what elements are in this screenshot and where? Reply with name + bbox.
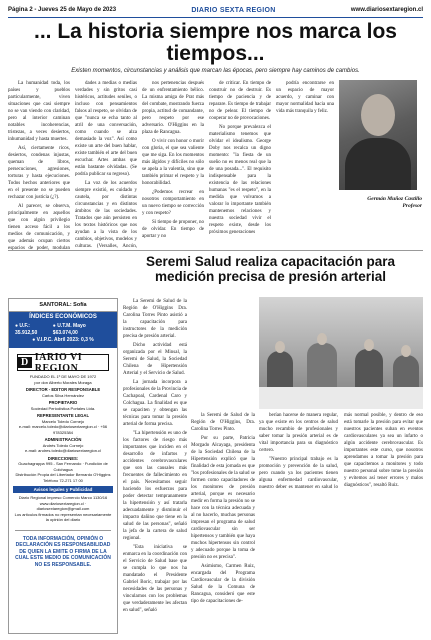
director-label: DIRECTOR - EDITOR RESPONSABLE xyxy=(25,387,101,392)
article2-column-1 xyxy=(123,298,187,634)
author-caption xyxy=(332,196,422,210)
author-title: Profesor xyxy=(402,203,422,209)
website: www.diariosextaregion.cl xyxy=(350,7,423,13)
paragraph: La voz de los acuerdos siempre existió, es cuidado y cautela, por distintas circunstancias y en distintos ámbitos de las sociedades. Tratados que aún persisten en los textos históricos que nos ayudan a la vista de los cambios, objetivos, modelos y culturas. (Versalles, Ancón, xyxy=(75,181,137,249)
author-face xyxy=(361,94,395,136)
founded-date: FUNDADO EL 1º DE MAYO DE 1972 xyxy=(29,374,97,379)
author-name: Germán Muñoz Castillo xyxy=(367,196,422,202)
admin-label: ADMINISTRACIÓN xyxy=(44,437,82,442)
owner-info xyxy=(9,399,117,412)
disclaimer-line: Los artículos firmados no representan necesariamente la opinión del diario xyxy=(14,511,112,522)
paragraph: O vivir con honor o morir con gloria, el que sea valiente que me siga. En los momentos más álgidos y difíciles no sólo se apela a la valentía, sino que también primar el respeto y la honorabilidad. xyxy=(142,139,204,186)
article1-column-3 xyxy=(142,80,204,250)
offices-label: DIRECCIONES: xyxy=(47,455,79,461)
photo-head xyxy=(401,345,411,357)
header-rule xyxy=(8,17,423,18)
article1-column-2 xyxy=(75,80,137,250)
author-body xyxy=(345,138,411,190)
administration-info xyxy=(9,436,117,455)
article2-column-2 xyxy=(191,412,255,634)
print-bar: Avisos legales y Publicidad xyxy=(13,486,113,493)
logo-letter: D xyxy=(18,357,32,368)
paragraph: La humanidad toda, los países y pueblos particularmente, viven situaciones que casi siempre no se van viendo con claridad, pero al interior caminan notables incoherencias, tristezas, a veces desiertos, inhumanidad y hasta muertes. xyxy=(8,81,70,142)
paragraph: "Nuestro principal trabajo es la promoción y prevención de la salud, pero cuando ya los pacientes tienen alguna enfermedad cardiovascular, nuestro deber es mantener en salud lo más normal posible, y dentro de eso está tomarle la presión para evitar que nuestros pacientes suban en eventos cardiovasculares ya sea un infarto o algún accidente cerebrovascular. Es importantes este curso, que nosotros aprendamos a tomar la presión para que capacitemos a monitores y todo nuestro personal sobre tome la presión y evitemos así tener errores y malos diagnósticos", resaltó Ruiz. xyxy=(259,413,423,490)
print-info xyxy=(9,494,117,524)
article2-headline: Seremi Salud realiza capacitación para medición precisa de presión arterial xyxy=(145,254,396,284)
paragraph: "La hipertensión es uno de los factores de riesgo más importantes que inciden en el desarrollo de infartos y accidentes cerebrovasculares que son las causales más frecuentes de fallecimiento en el país. Necesitamos seguir haciendo los esfuerzos para poder detectar tempranamente la hipertensión y así tratarla adecuadamente y disminuir el impacto dañino que tiene en la salud de las personas", señaló la jefa de la cartera de salud regional. xyxy=(123,431,187,541)
paragraph: La jornada incorpora a profesionales de la Provincia de Cachapoal, Cardenal Caro y Colchagua. La finalidad es que se capaciten y obtengan las técnicas para tomar la presión arterial de forma precisa. xyxy=(123,380,187,427)
paragraph: Asimismo, Carmen Ruiz, encargada del Programa Cardiovascular de la división Salud de la Comuna de Rancagua, consideró que este tipo de capacitaciones de- xyxy=(191,564,255,604)
section-title: DIARIO SEXTA REGION xyxy=(191,6,276,14)
uf-value: ● U.F.: 35.912,50 xyxy=(15,323,38,336)
offices-address: Guachagrappa 995 - San Fernando · Fundición de Colchagua xyxy=(18,461,108,472)
admin-name: Andrés Toledo Cornejo xyxy=(42,442,84,448)
director-name: Carlos Silva Hernández xyxy=(41,392,85,398)
rep-name: Marcelo Toledo Cornejo xyxy=(41,418,85,424)
paragraph: nos pertenencias después de un enfrentamiento bélico. La misma amiga de Prat más del combate, mostrando fuerza propia, actitud de comandante, pero respeto por ese adversario. O'Higgins en la plaza de Rancagua. xyxy=(142,81,204,135)
article1-headline: ... La historia siempre nos marca los tiempos... xyxy=(34,20,397,65)
paragraph: Por su parte, Patricia Morgado Alcayaga, presidenta de la Sociedad Chilena de la Hipertensión explicó que la finalidad de esta jornada es que "los profesionales de la salud se formen como capacitadores de los monitores de presión arterial, porque es necesario medir en forma la presión no se hace con la técnica adecuada y al no hacerlo, muchas personas impresan el programa de salud cardiovascular sin ser hipertensos y también que haya muchos hipertensos sin control y adecuado porque la toma de presión no es precisa". xyxy=(191,436,255,560)
paragraph: la Seremi de Salud de la Región de O'Higgins, Dra. Carolina Torres Pinto. xyxy=(191,413,255,432)
rep-label: REPRESENTANTE LEGAL xyxy=(36,413,90,418)
paragraph: dades a medias o medias verdades y sin gritos casi histéricos, actitudes seniles, o incluso con pensamientos falsos al respeto, se olvidan de que "nunca se echa tanto al atril de una conversación, como cuando se alza demasiado la voz". Así como existe un arte del buen hablar, existe también el arte del buen escuchar. Artes ambas que están bastante olvidadas. (Se podría publicar su regreso). xyxy=(75,81,137,177)
representative-info xyxy=(9,412,117,436)
paragraph: "Esta iniciativa se enmarca en la coordinación con el Servicio de Salud base que se cumpla lo que nos ha mandatado el Presidente Gabriel Boric, trabajar por las necesidades de las personas y vincularnos con los problemas que verdaderamente les afectan en salud", señaló xyxy=(123,545,187,613)
web-line: www.diariosextaregion.cl · diariosextaregion@gmail.com xyxy=(36,500,90,511)
photo-head xyxy=(364,339,374,351)
article1-column-4 xyxy=(209,80,271,250)
masthead-sidebar xyxy=(8,298,118,634)
paragraph: Dicho actividad está organizada por el Minsal, la Seremi de Salud, la Sociedad Chilena de Hipertensión Arterial y el Servicio de Salud. xyxy=(123,343,187,376)
article1-column-5 xyxy=(276,80,334,250)
santoral: SANTORAL: Sofía xyxy=(9,299,117,312)
paragraph: berían hacerse de manera regular, ya que existe en los centros de salud mucho recambio de profesionales y saber tomar la presión arterial es de vital importancia para su diagnóstico certero. xyxy=(259,413,338,453)
article2-column-3 xyxy=(259,412,423,634)
page-date: Página 2 - Jueves 25 de Mayo de 2023 xyxy=(8,7,117,13)
paragraph: Al parecer, se observa, principalmente en aquellos que con algún privilegio tienen acceso fácil a los medios de comunicación, y que además ocupan ciertos espacios de poder, modulan xyxy=(8,204,70,250)
utm-value: ● U.T.M. Mayo $63.074,00 xyxy=(52,323,86,336)
article1-subhead: Existen momentos, circunstancias y análisis que marcan las épocas, pero siempre hay caminos de cambios. xyxy=(71,68,360,74)
offices-phone: Teléfono 72-271 17 00 xyxy=(43,477,83,483)
responsibility-notice: TODA INFORMACIÓN, OPINIÓN O DECLARACIÓN ES RESPONSABILIDAD DE QUIEN LA EMITE O FIRMA DE LA CUAL ESTE MEDIO DE COMUNICACIÓN NO ES RESPONSABLE. xyxy=(15,530,111,569)
paragraph: No porque prevalezca el materialismo tenemos que olvidar el idealismo. George Doby nos recalca un digno momento: "la fiesta de un sueño no es menos real que la de una posada...". El requisito indispensable para la existencia de las relaciones humanas "es el respeto", en la medida que volvamos a valorar lo importante también mantenemos relaciones y nuestra sociedad vivir el respeto existe, desde los próximos generaciones xyxy=(209,125,271,235)
photo-head xyxy=(317,333,327,345)
founder: por don Alberto Morales Moraga xyxy=(34,379,92,385)
director-info xyxy=(9,386,117,399)
paragraph: Si tiempo de proponer, no de olvidar. En tiempo de aportar y no xyxy=(142,220,204,239)
photo-head xyxy=(275,341,285,353)
owner-label: PROPIETARIO xyxy=(48,400,78,405)
photo-table xyxy=(259,387,423,409)
newspaper-logo xyxy=(17,351,109,374)
paragraph: La Seremi de Salud de la Región de O'Higgins Dra. Carolina Torres Pinto asistió a la capacitación para instructores de la medición precisa de presión arterial. xyxy=(123,299,187,339)
offices-info xyxy=(9,455,117,485)
article1-column-1 xyxy=(8,80,70,250)
paragraph: Así, ciertamente ricos, desiertos, condenas injustas, queman de libros, persecuciones, agresiones, torturas y hasta ejecuciones. Todos hechos anteriores que en el presente no se pueden rechazar con justicia (¿?). xyxy=(8,146,70,200)
offices-distribution: Distribución Propia del Libertador Bernardo O'Higgins xyxy=(15,472,111,477)
founded-info xyxy=(9,373,117,386)
admin-contact: e-mail: andres.toledo@diariosextaregion.cl xyxy=(25,448,101,453)
print-line: Diario Regional impreso Comercio Marco 1130/16 xyxy=(18,495,108,500)
paragraph: de criticar. En tiempo de construir no de destruir. Es tiempo de paciencia y de reparare. Es tiempo de trabajar no de pelear. El tiempo de cooperar no de provocaciones. xyxy=(209,81,271,121)
training-photo xyxy=(259,297,423,409)
rep-contact: e-mail: marcelo.toledo@diariosextaregion.cl · +56 978325384 xyxy=(18,424,108,435)
author-photo xyxy=(339,80,417,190)
paragraph: podría encontrarse en un espacio de mayor acuerdo, y caminar con mayor normalidad hacia una vida más tranquila y feliz. xyxy=(276,81,334,114)
page-header xyxy=(8,4,423,16)
owner-name: Sociedad Periodística Portales Ltda. xyxy=(30,405,96,411)
ivp-value: ● V.I.P.C. Abril 2023: 0,3 % xyxy=(32,337,94,343)
article-separator xyxy=(8,250,423,251)
logo-text: IARIO VI REGION xyxy=(34,351,83,374)
paragraph: ¿Podemos recrear en nosotros comportamiento en un nuevo tiempo se corrección y con respeto? xyxy=(142,190,204,216)
indices-values xyxy=(9,322,117,348)
indices-title: ÍNDICES ECONÓMICOS xyxy=(9,312,117,322)
